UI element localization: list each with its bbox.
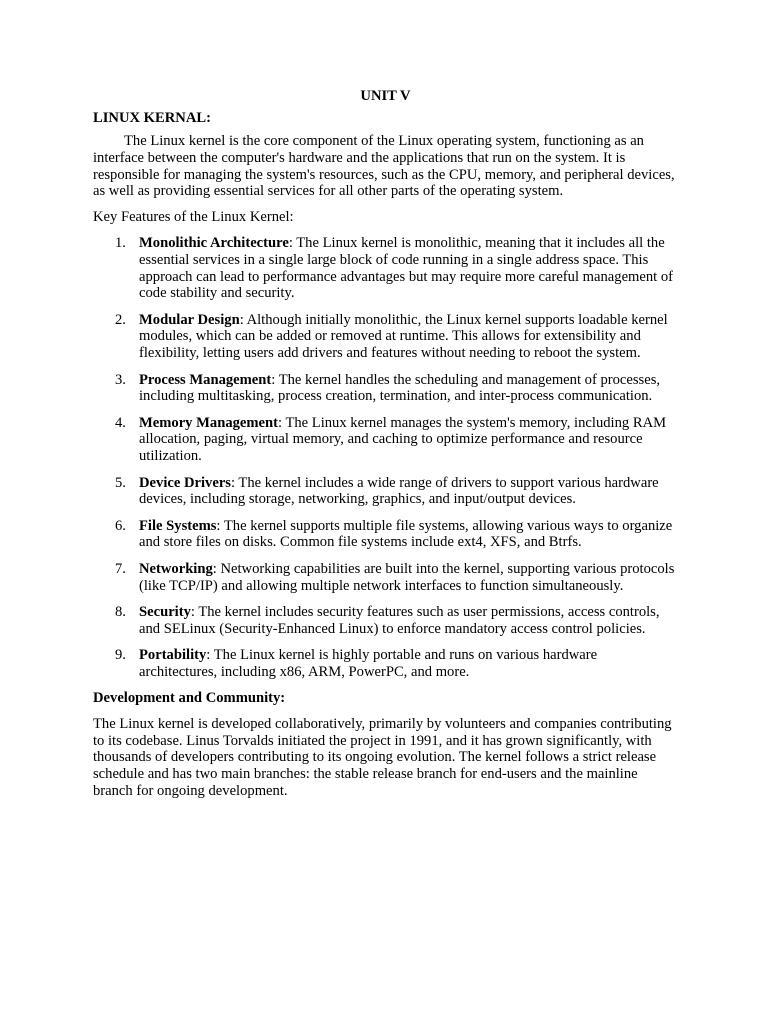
feature-text: : The Linux kernel is monolithic, meaning that it includes all the essential services in a single large block of code running in a single address space. This approach can lead to performance advantages but may require more careful management of code stability and security. xyxy=(139,234,674,302)
feature-text: : Networking capabilities are built into the kernel, supporting various protocols (like TCP/IP) and allowing multiple network interfaces to function simultaneously. xyxy=(139,560,675,594)
feature-item xyxy=(93,415,678,465)
feature-number: 5. xyxy=(115,474,126,491)
feature-number: 8. xyxy=(115,603,126,620)
intro-paragraph: The Linux kernel is the core component of the Linux operating system, functioning as an interface between the computer's hardware and the applications that run on the system. It is responsible for managing the system's resources, such as the CPU, memory, and peripheral devices, as well as providing essential services for all other parts of the operating system. xyxy=(93,133,675,200)
feature-text: : The kernel handles the scheduling and management of processes, including multitasking, process creation, termination, and inter-process communication. xyxy=(139,371,661,405)
feature-number: 2. xyxy=(115,311,126,328)
features-lead: Key Features of the Linux Kernel: xyxy=(93,209,294,226)
feature-item xyxy=(93,561,678,595)
feature-text: : The kernel supports multiple file systems, allowing various ways to organize and store files on disks. Common file systems include ext4, XFS, and Btrfs. xyxy=(139,517,673,551)
feature-number: 1. xyxy=(115,234,126,251)
feature-text: : The kernel includes security features such as user permissions, access controls, and SELinux (Security-Enhanced Linux) to enforce mandatory access control policies. xyxy=(139,603,660,637)
feature-term: Portability xyxy=(139,646,207,663)
development-heading: Development and Community: xyxy=(93,690,286,707)
document-page xyxy=(93,87,678,800)
feature-term: Memory Management xyxy=(139,414,278,431)
development-paragraph: The Linux kernel is developed collaboratively, primarily by volunteers and companies contributing to its codebase. Linus Torvalds initiated the project in 1991, and it has grown significantly, with thousands of developers contributing to its ongoing evolution. The kernel follows a strict release schedule and has two main branches: the stable release branch for end-users and the mainline branch for ongoing development. xyxy=(93,715,672,799)
features-list xyxy=(93,235,678,681)
feature-number: 6. xyxy=(115,517,126,534)
feature-term: Process Management xyxy=(139,371,272,388)
feature-term: Modular Design xyxy=(139,311,240,328)
unit-title: UNIT V xyxy=(360,88,411,104)
feature-term: Networking xyxy=(139,560,213,577)
feature-text: : The kernel includes a wide range of drivers to support various hardware devices, including storage, networking, graphics, and input/output devices. xyxy=(139,474,659,508)
feature-text: : The Linux kernel is highly portable and runs on various hardware architectures, including x86, ARM, PowerPC, and more. xyxy=(139,646,598,680)
section-heading: LINUX KERNAL: xyxy=(93,110,211,126)
feature-item xyxy=(93,475,678,509)
feature-term: File Systems xyxy=(139,517,217,534)
feature-term: Security xyxy=(139,603,191,620)
feature-item xyxy=(93,235,678,302)
feature-term: Monolithic Architecture xyxy=(139,234,289,251)
feature-item xyxy=(93,312,678,362)
feature-item xyxy=(93,647,678,681)
feature-number: 3. xyxy=(115,371,126,388)
feature-text: : The Linux kernel manages the system's memory, including RAM allocation, paging, virtual memory, and caching to optimize performance and resource utilization. xyxy=(139,414,667,465)
feature-item xyxy=(93,604,678,638)
feature-text: : Although initially monolithic, the Linux kernel supports loadable kernel modules, which can be added or removed at runtime. This allows for extensibility and flexibility, letting users add drivers and features without needing to reboot the system. xyxy=(139,311,668,362)
feature-number: 4. xyxy=(115,414,126,431)
feature-number: 7. xyxy=(115,560,126,577)
feature-item xyxy=(93,518,678,552)
feature-number: 9. xyxy=(115,646,126,663)
feature-term: Device Drivers xyxy=(139,474,231,491)
feature-item xyxy=(93,372,678,406)
